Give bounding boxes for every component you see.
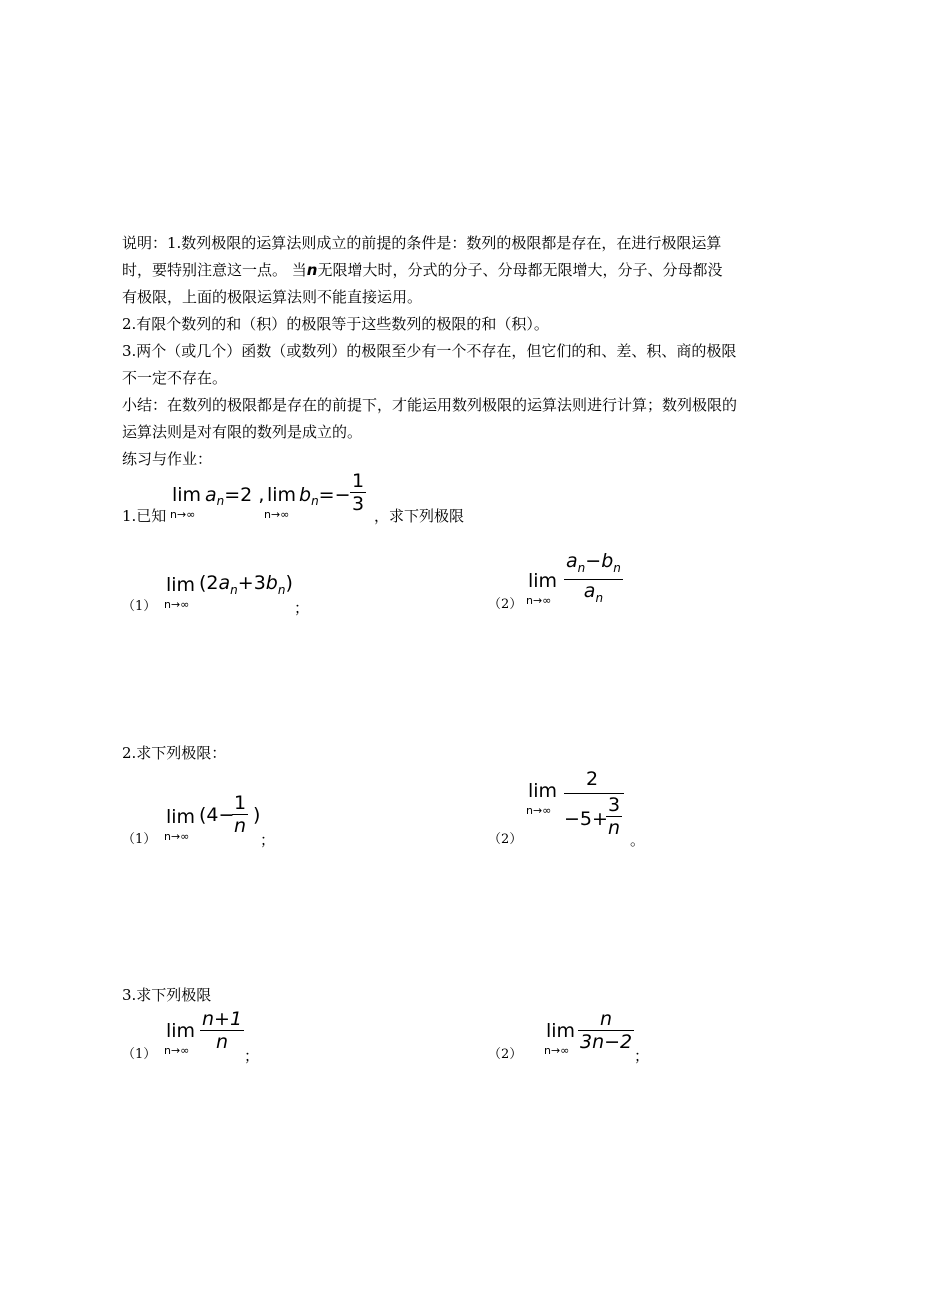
subscript-n: n [613,560,621,575]
fraction-numerator: 1 [234,792,247,814]
semicolon: ； [244,1047,260,1065]
fraction-denominator: n [234,815,247,837]
note-line-8: 运算法则是对有限的数列是成立的。 [122,423,363,441]
expr-close: ) [285,572,293,594]
question-label: （1） [122,599,157,614]
note-line-3: 有极限，上面的极限运算法则不能直接运用。 [122,288,423,306]
fraction-one-over-n [232,792,248,837]
ex3-q2-fraction [578,1008,634,1053]
expr-open: (4− [199,804,235,826]
variable-n: n [306,261,318,279]
ex1-question-1 [122,568,382,618]
ex2-heading: 2.求下列极限： [122,744,227,762]
symbol-b: b [299,484,312,506]
symbol-b: b [601,550,614,572]
semicolon: ； [294,599,310,617]
lim-operator: lim [172,484,202,506]
note-line-7: 小结：在数列的极限都是存在的前提下，才能运用数列极限的运算法则进行计算；数列极限的 [122,396,738,414]
ex2-question-1 [122,790,382,850]
fraction-numerator: n+1 [202,1008,243,1030]
period: 。 [630,831,646,849]
semicolon: ； [260,831,276,849]
minus-sign: − [585,550,602,572]
given-a-value: =2 , [224,484,265,506]
ex3-question-1 [122,1008,322,1064]
symbol-a: a [566,550,578,572]
given-b-expr [299,484,351,508]
fraction-denominator: n [216,1031,229,1053]
ex2-question-2 [488,766,688,850]
fraction-numerator: 1 [352,470,365,492]
fraction-denominator: 3 [352,493,365,515]
ex3-q1-fraction [200,1008,244,1053]
lim-subscript: n→∞ [526,804,552,817]
lim-operator: lim [528,570,558,592]
lim-subscript: n→∞ [544,1044,570,1057]
lim-subscript: n→∞ [170,508,196,521]
question-label: （1） [122,1047,157,1062]
fraction-numerator: 3 [608,794,621,816]
ex1-q2-fraction [564,550,623,609]
ex3-heading: 3.求下列极限 [122,986,212,1004]
question-label: （1） [122,832,157,847]
symbol-a: a [205,484,217,506]
expr-open: (2 [199,572,219,594]
ex1-prefix: 1.已知 [122,507,167,525]
note-line-5: 3.两个（或几个）函数（或数列）的极限至少有一个不存在，但它们的和、差、积、商的极限 [122,342,737,360]
lim-subscript: n→∞ [526,594,552,607]
lim-operator: lim [528,780,558,802]
subscript-n: n [311,494,319,509]
fraction-numerator: 2 [586,768,599,790]
note-line-4: 2.有限个数列的和（积）的极限等于这些数列的极限的和（积）。 [122,315,549,333]
ex1-suffix: ，求下列极限 [374,507,465,525]
subscript-n: n [595,590,604,605]
lim-operator: lim [546,1020,576,1042]
denominator-left: −5+ [564,808,608,830]
lim-operator: lim [166,1020,196,1042]
symbol-a: a [218,572,231,594]
ex1-given [122,470,542,530]
expr-close: ) [253,804,261,826]
lim-subscript: n→∞ [264,508,290,521]
semicolon: ； [634,1047,650,1065]
note-line-2 [122,257,832,284]
given-b-value: =− [318,484,351,506]
subscript-n: n [577,560,586,575]
subscript-n: n [216,494,225,509]
question-label: （2） [488,832,523,847]
question-label: （2） [488,597,523,612]
symbol-a: a [583,579,596,602]
ex3-question-2 [488,1008,688,1064]
symbol-b: b [265,572,278,594]
fraction-denominator: n [608,817,621,839]
note-line-1: 说明：1.数列极限的运算法则成立的前提的条件是：数列的极限都是存在，在进行极限运算 [122,234,722,252]
lim-operator: lim [166,574,196,596]
note-line-9: 练习与作业： [122,450,213,468]
fraction-one-third [350,470,366,515]
ex2-q2-fraction [562,766,626,850]
lim-subscript: n→∞ [164,830,190,843]
fraction-denominator: 3n−2 [580,1031,633,1053]
question-label: （2） [488,1047,523,1062]
ex1-q1-expression [199,572,293,597]
subscript-n: n [277,582,286,597]
ex1-question-2 [488,548,688,618]
lim-operator: lim [166,806,196,828]
fraction-numerator: n [600,1008,613,1030]
note-line-2-part-a: 时，要特别注意这一点。 当 [122,261,307,279]
fraction-denominator [582,580,605,609]
lim-subscript: n→∞ [164,1044,190,1057]
fraction-three-over-n [606,794,622,839]
note-line-6: 不一定不存在。 [122,369,228,387]
lim-subscript: n→∞ [164,598,190,611]
note-line-2-part-b: 无限增大时，分式的分子、分母都无限增大，分子、分母都没 [317,261,723,279]
given-a-expr [205,484,264,508]
lim-operator: lim [267,484,297,506]
expr-plus: +3 [237,572,266,594]
subscript-n: n [230,582,238,597]
fraction-numerator [564,550,623,579]
